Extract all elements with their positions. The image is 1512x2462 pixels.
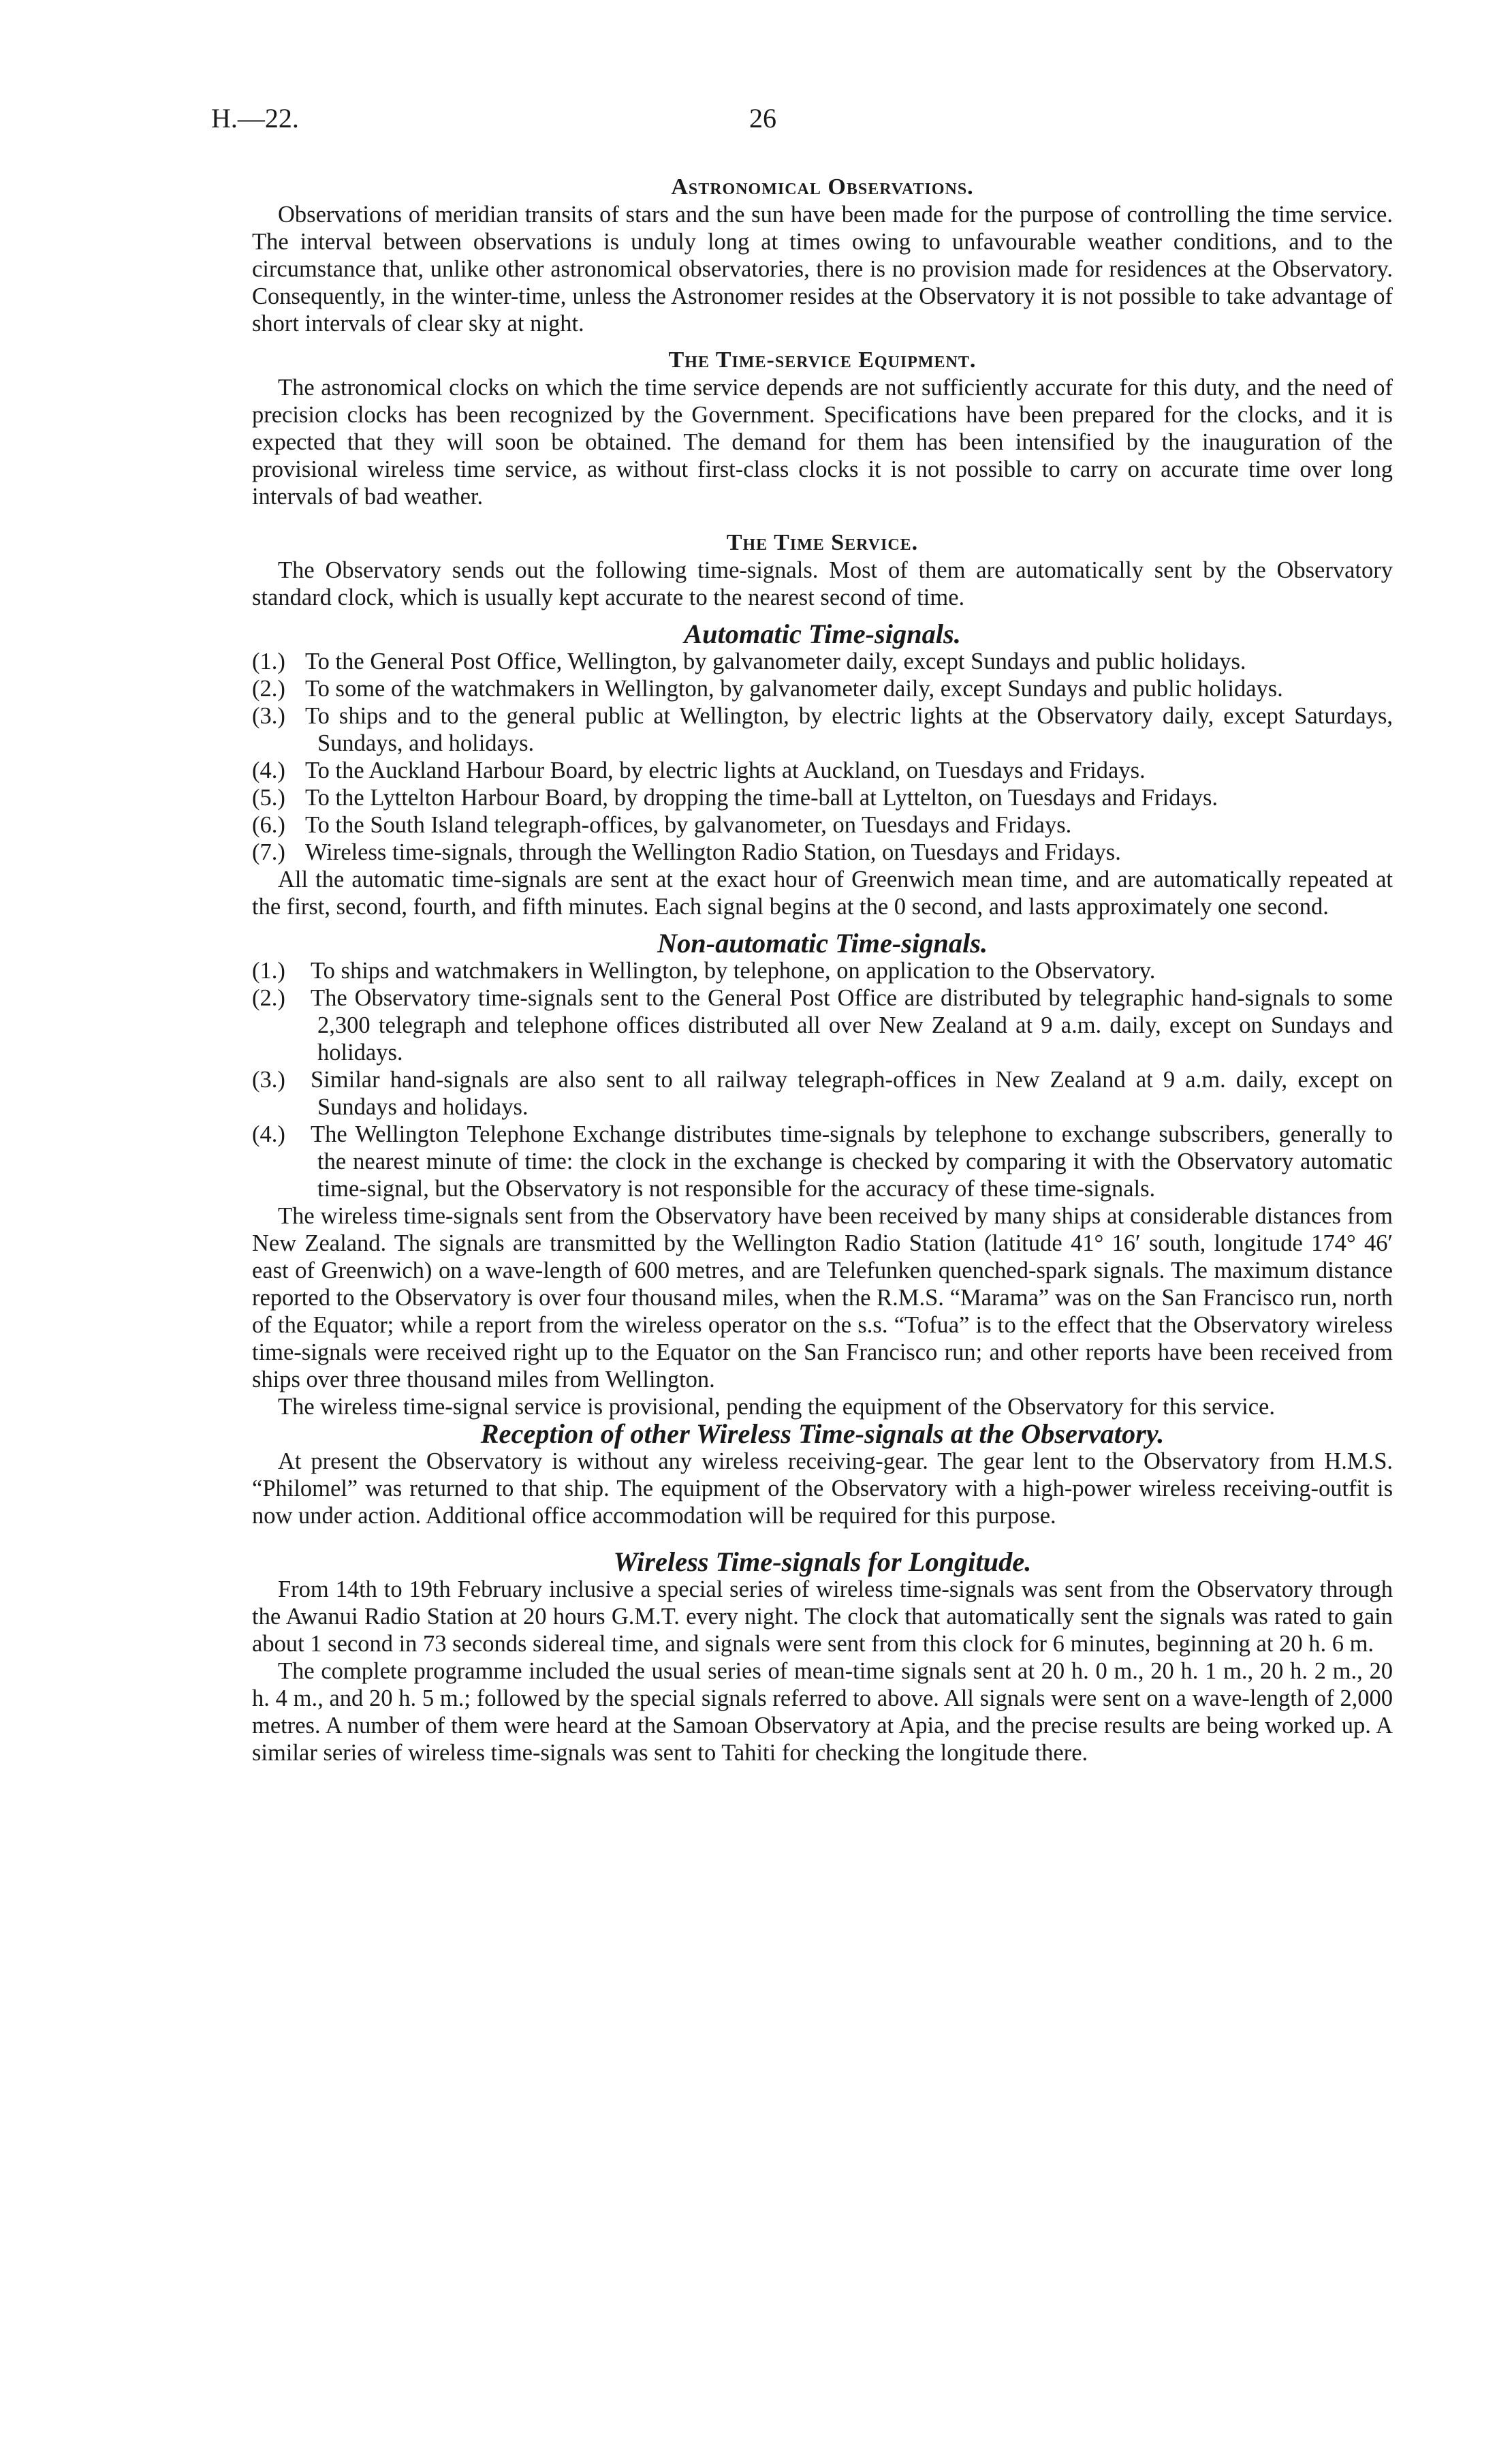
- item-number: (4.): [252, 1121, 285, 1147]
- item-text: To some of the watchmakers in Wellington, by galvanometer daily, except Sundays and public holidays.: [305, 676, 1283, 702]
- subheading-reception: Reception of other Wireless Time-signals at the Observatory.: [480, 1418, 1165, 1449]
- item-number: (2.): [252, 985, 285, 1011]
- item-number: (7.): [252, 839, 285, 865]
- item-number: (4.): [252, 758, 285, 783]
- list-item: [252, 839, 1393, 866]
- item-number: (5.): [252, 785, 285, 811]
- item-text: To ships and to the general public at Wellington, by electric lights at the Observatory daily, except Saturdays, Sundays, and holidays.: [305, 703, 1393, 756]
- list-item: [252, 1066, 1393, 1121]
- list-item: [252, 757, 1393, 784]
- list-item: [252, 648, 1393, 675]
- list-item: [252, 811, 1393, 839]
- item-text: To the Lyttelton Harbour Board, by dropping the time-ball at Lyttelton, on Tuesdays and Fridays.: [305, 785, 1218, 811]
- item-text: The Wellington Telephone Exchange distributes time-signals by telephone to exchange subscribers, generally to the nearest minute of time: the clock in the exchange is checked by comparing it with the Observatory automatic time-signal, but the Observatory is not responsible for the accuracy of these time-signals.: [311, 1121, 1393, 1202]
- subheading-non-automatic: Non-automatic Time-signals.: [657, 928, 988, 959]
- item-text: The Observatory time-signals sent to the General Post Office are distributed by telegraphic hand-signals to some 2,300 telegraph and telephone offices distributed all over New Zealand at 9 a.m. daily, except on Sundays and holidays.: [311, 985, 1393, 1065]
- page-number: 26: [749, 103, 776, 134]
- wireless-reception-paragraph: The wireless time-signals sent from the Observatory have been received by many ships at considerable distances from New Zealand. The signals are transmitted by the Wellington Radio Station (latitude 41° 16′ south, longitude 174° 46′ east of Greenwich) on a wave-length of 600 metres, and are Telefunken quenched-spark signals. The maximum distance reported to the Observatory is over four thousand miles, when the R.M.S. “Marama” was on the San Francisco run, north of the Equator; while a report from the wireless operator on the s.s. “Tofua” is to the effect that the Observatory wireless time-signals were received right up to the Equator on the San Francisco run; and other reports have been received from ships over three thousand miles from Wellington.: [252, 1203, 1393, 1392]
- list-item: [252, 957, 1393, 984]
- item-text: Similar hand-signals are also sent to all railway telegraph-offices in New Zealand at 9 a.m. daily, except on Sundays and holidays.: [311, 1067, 1393, 1120]
- item-text: To the General Post Office, Wellington, by galvanometer daily, except Sundays and public holidays.: [305, 649, 1246, 674]
- time-service-intro: The Observatory sends out the following time-signals. Most of them are automatically sent by the Observatory standard clock, which is usually kept accurate to the nearest second of time.: [252, 557, 1393, 610]
- section-heading-equipment: The Time-service Equipment.: [668, 347, 977, 373]
- automatic-signals-note: All the automatic time-signals are sent at the exact hour of Greenwich mean time, and are automatically repeated at the first, second, fourth, and fifth minutes. Each signal begins at the 0 second, and lasts approximately one second.: [252, 867, 1393, 920]
- document-reference: H.—22.: [211, 103, 299, 134]
- list-item: [252, 984, 1393, 1066]
- item-number: (6.): [252, 812, 285, 838]
- equipment-paragraph: The astronomical clocks on which the time service depends are not sufficiently accurate for this duty, and the need of precision clocks has been recognized by the Government. Specifications have been prepared for the clocks, and it is expected that they will soon be obtained. The demand for them has been intensified by the inauguration of the provisional wireless time service, as without first-class clocks it is not possible to carry on accurate time over long intervals of bad weather.: [252, 375, 1393, 510]
- subheading-automatic: Automatic Time-signals.: [684, 619, 961, 649]
- list-item: [252, 1121, 1393, 1202]
- section-heading-astronomical: Astronomical Observations.: [671, 174, 974, 200]
- item-number: (1.): [252, 649, 285, 674]
- longitude-paragraph-1: From 14th to 19th February inclusive a special series of wireless time-signals was sent from the Observatory through the Awanui Radio Station at 20 hours G.M.T. every night. The clock that automatically sent the signals was rated to gain about 1 second in 73 seconds sidereal time, and signals were sent from this clock for 6 minutes, beginning at 20 h. 6 m.: [252, 1576, 1393, 1657]
- list-item: [252, 784, 1393, 811]
- wireless-provisional-paragraph: The wireless time-signal service is provisional, pending the equipment of the Observatory for this service.: [278, 1394, 1275, 1420]
- item-text: To ships and watchmakers in Wellington, by telephone, on application to the Observatory.: [311, 958, 1156, 984]
- reception-paragraph: At present the Observatory is without any wireless receiving-gear. The gear lent to the Observatory from H.M.S. “Philomel” was returned to that ship. The equipment of the Observatory with a high-power wireless receiving-outfit is now under action. Additional office accommodation will be required for this purpose.: [252, 1448, 1393, 1529]
- item-text: Wireless time-signals, through the Wellington Radio Station, on Tuesdays and Fridays.: [305, 839, 1121, 865]
- running-header: [211, 102, 1403, 143]
- item-number: (1.): [252, 958, 285, 984]
- page-body: [252, 174, 1393, 1766]
- item-text: To the South Island telegraph-offices, by galvanometer, on Tuesdays and Fridays.: [305, 812, 1072, 838]
- item-text: To the Auckland Harbour Board, by electric lights at Auckland, on Tuesdays and Fridays.: [305, 758, 1146, 783]
- automatic-signals-list: [252, 648, 1393, 866]
- list-item: [252, 675, 1393, 702]
- item-number: (3.): [252, 1067, 285, 1093]
- astronomical-paragraph: Observations of meridian transits of stars and the sun have been made for the purpose of controlling the time service. The interval between observations is unduly long at times owing to unfavourable weather conditions, and to the circumstance that, unlike other astronomical observatories, there is no provision made for residences at the Observatory. Consequently, in the winter-time, unless the Astronomer resides at the Observatory it is not possible to take advantage of short intervals of clear sky at night.: [252, 202, 1393, 337]
- subheading-longitude: Wireless Time-signals for Longitude.: [613, 1546, 1032, 1577]
- list-item: [252, 702, 1393, 757]
- item-number: (2.): [252, 676, 285, 702]
- section-heading-time-service: The Time Service.: [726, 530, 919, 555]
- non-automatic-signals-list: [252, 957, 1393, 1202]
- item-number: (3.): [252, 703, 285, 729]
- longitude-paragraph-2: The complete programme included the usual series of mean-time signals sent at 20 h. 0 m., 20 h. 1 m., 20 h. 2 m., 20 h. 4 m., and 20 h. 5 m.; followed by the special signals referred to above. All signals were sent on a wave-length of 2,000 metres. A number of them were heard at the Samoan Observatory at Apia, and the precise results are being worked up. A similar series of wireless time-signals was sent to Tahiti for checking the longitude there.: [252, 1658, 1393, 1766]
